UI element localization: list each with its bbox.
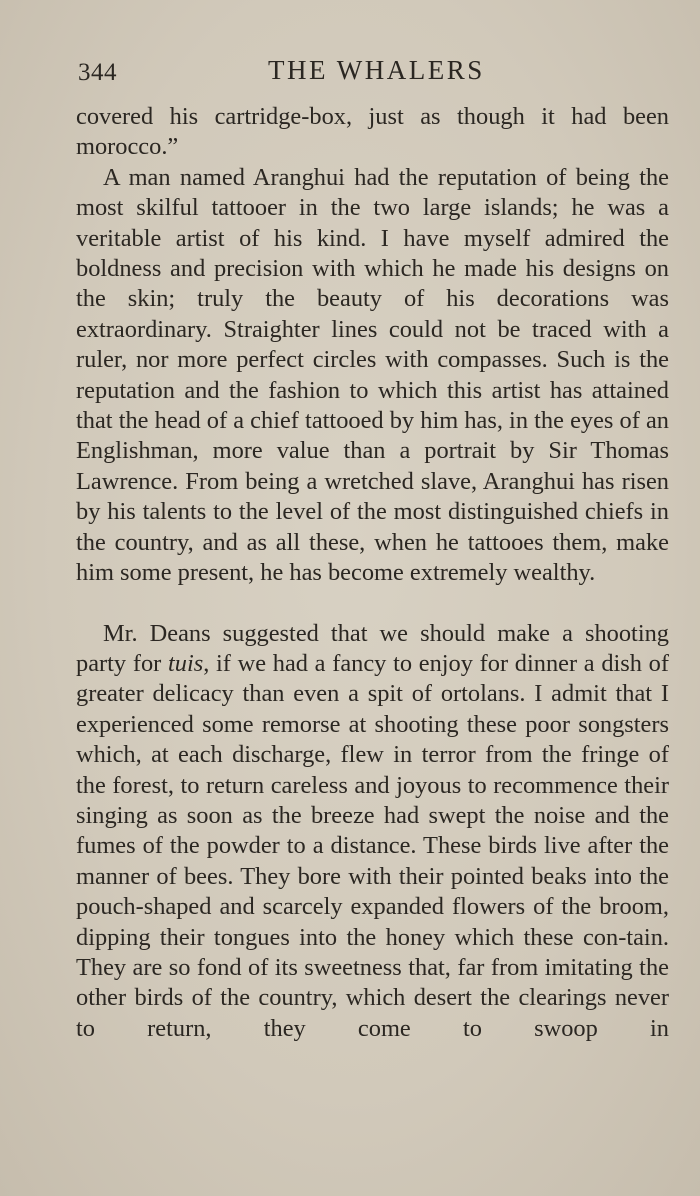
page-number: 344 bbox=[78, 59, 117, 86]
paragraph-continued: covered his cartridge-box, just as though it had been morocco.” bbox=[76, 103, 669, 161]
running-title: THE WHALERS bbox=[268, 55, 485, 85]
paragraph-tattooer: A man named Aranghui had the reputation of being the most skilful tattooer in the two large islands; he was a veritable artist of his kind. I have myself admired the boldness and precision with which he made his designs on the skin; truly the beauty of his decorations was extraordinary. Straighter lines could not be traced with a ruler, nor more perfect circles with compasses. Such is the reputation and the fashion to which this artist has attained that the head of a chief tattooed by him has, in the eyes of an Englishman, more value than a portrait by Sir Thomas Lawrence. From being a wretched slave, Aranghui has risen by his talents to the level of the most distinguished chiefs in the country, and as all these, when he tattooes them, make him some present, he has become extremely wealthy. bbox=[76, 163, 669, 587]
paragraph-tuis-rest: , if we had a fancy to enjoy for dinner a dish of greater delicacy than even a spit of ortolans. I admit that I experienced some remorse at shooting these poor songsters which, at each discharge, flew in terror from the fringe of the forest, to return careless and joyous to recommence their singing as soon as the breeze had swept the noise and the fumes of the powder to a distance. These birds live after the manner of bees. They bore with their pointed beaks into the pouch-shaped and scarcely expanded flowers of the broom, dipping their tongues into the honey which these con-tain. They are so fond of its sweetness that, far from imitating the other birds of the country, which desert the clearings never to return, they come to swoop in bbox=[76, 649, 669, 1042]
paragraph-tuis-start: Mr. Deans suggested that we should make a shooting party for bbox=[76, 619, 669, 677]
running-head bbox=[78, 55, 678, 91]
paragraph-gap bbox=[76, 589, 669, 619]
body-text bbox=[76, 102, 669, 1044]
paragraph-tuis bbox=[76, 619, 669, 1045]
italic-word-tuis: tuis bbox=[167, 649, 204, 677]
